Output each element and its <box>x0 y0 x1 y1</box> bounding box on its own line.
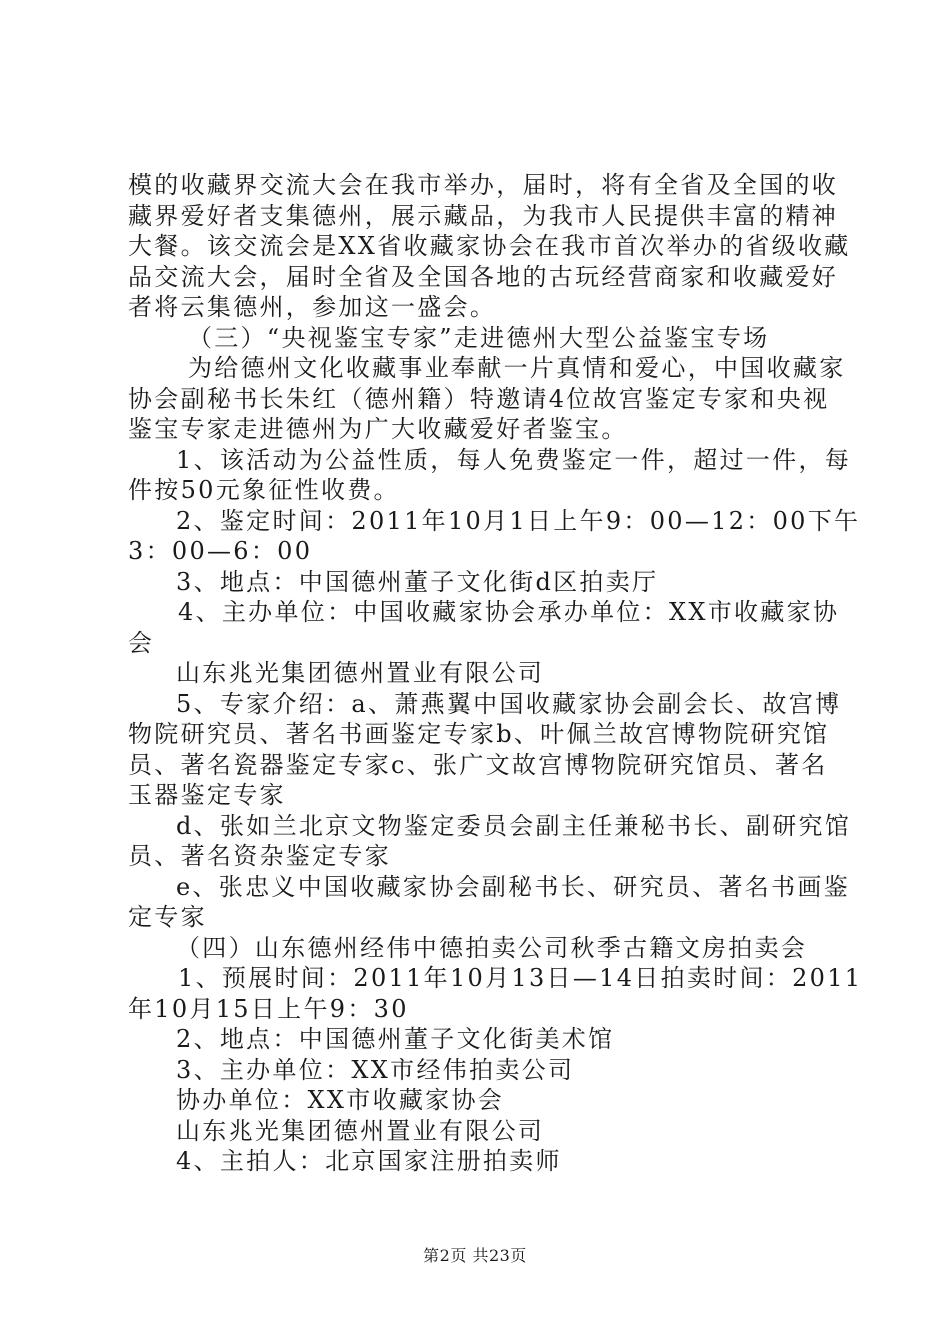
page-number-footer: 第2页 共23页 <box>423 1246 527 1265</box>
list-item-3: 3、地点：中国德州董子文化街d区拍卖厅 <box>176 567 659 596</box>
text-line-1: 模的收藏界交流大会在我市举办，届时，将有全省及全国的收 <box>128 171 839 199</box>
text-line-7: 为给德州文化收藏事业奉献一片真情和爱心，中国收藏家 <box>188 354 846 382</box>
text-line-19: 物院研究员、著名书画鉴定专家b、叶佩兰故宫博物院研究馆 <box>128 720 830 748</box>
text-line-8: 协会副秘书长朱红（德州籍）特邀请4位故宫鉴定专家和央视 <box>128 384 830 413</box>
text-line-21: 玉器鉴定专家 <box>128 781 286 809</box>
expert-e: e、张忠义中国收藏家协会副秘书长、研究员、著名书画鉴 <box>176 872 851 901</box>
list-item-4: 4、主办单位：中国收藏家协会承办单位：XX市收藏家协 <box>178 598 840 626</box>
text-line-4: 品交流大会，届时全省及全国各地的古玩经营商家和收藏爱好 <box>128 262 839 291</box>
text-line-5: 者将云集德州，参加这一盛会。 <box>128 293 497 321</box>
text-line-11: 件按50元象征性收费。 <box>128 476 400 504</box>
text-line-23: 员、著名资杂鉴定专家 <box>128 842 391 870</box>
text-line-2: 藏界爱好者支集德州，展示藏品，为我市人民提供丰富的精神 <box>128 201 839 230</box>
text-line-9: 鉴宝专家走进德州为广大收藏爱好者鉴宝。 <box>128 415 628 443</box>
document-body <box>128 170 863 1177</box>
expert-d: d、张如兰北京文物鉴定委员会副主任兼秘书长、副研究馆 <box>176 811 852 840</box>
list-item-7: 2、地点：中国德州董子文化街美术馆 <box>176 1025 615 1053</box>
text-line-16: 会 <box>128 628 155 657</box>
text-line-3: 大餐。该交流会是XX省收藏家协会在我市首次举办的省级收藏 <box>128 232 851 260</box>
list-item-1: 1、该活动为公益性质，每人免费鉴定一件，超过一件，每 <box>176 445 852 474</box>
text-line-13: 3：00—6：00 <box>128 537 313 565</box>
section-heading-4: （四）山东德州经伟中德拍卖公司秋季古籍文房拍卖会 <box>176 933 808 962</box>
text-line-28: 年10月15日上午9：30 <box>128 994 409 1023</box>
list-item-8: 3、主办单位：XX市经伟拍卖公司 <box>176 1055 575 1084</box>
text-line-17: 山东兆光集团德州置业有限公司 <box>176 659 545 687</box>
list-item-5: 5、专家介绍：a、萧燕翼中国收藏家协会副会长、故宫博 <box>176 689 842 718</box>
list-item-2: 2、鉴定时间：2011年10月1日上午9：00—12：00下午 <box>176 506 861 535</box>
list-item-9: 4、主拍人：北京国家注册拍卖师 <box>176 1147 562 1175</box>
list-item-6: 1、预展时间：2011年10月13日—14日拍卖时间：2011 <box>178 964 863 992</box>
section-heading-3: （三）“央视鉴宝专家”走进德州大型公益鉴宝专场 <box>188 323 770 352</box>
text-line-32: 山东兆光集团德州置业有限公司 <box>176 1116 545 1145</box>
text-line-31: 协办单位：XX市收藏家协会 <box>176 1086 505 1114</box>
text-line-25: 定专家 <box>128 903 207 931</box>
text-line-20: 员、著名瓷器鉴定专家c、张广文故宫博物院研究馆员、著名 <box>128 750 828 779</box>
